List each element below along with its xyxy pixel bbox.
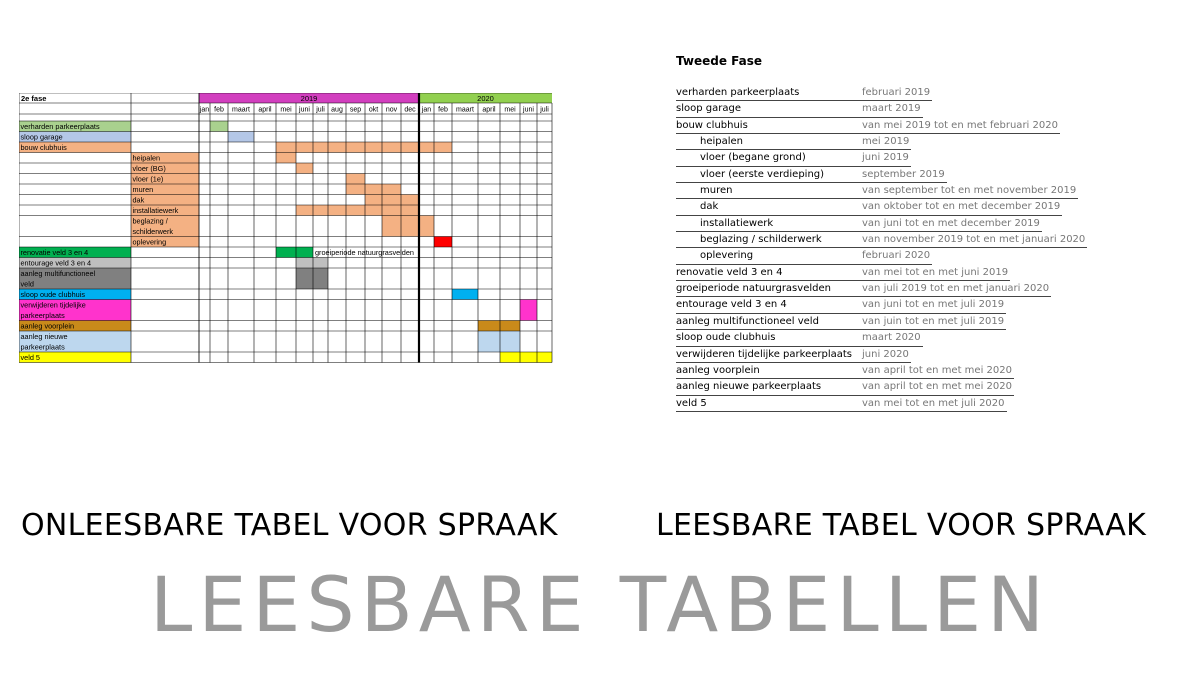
month-label: april <box>482 106 496 114</box>
month-label: feb <box>438 106 448 114</box>
schedule-item-name: aanleg nieuwe parkeerplaats <box>676 381 822 393</box>
task-label: verharden parkeerplaats <box>20 122 100 131</box>
schedule-item <box>676 249 1096 265</box>
schedule-item-name: bouw clubhuis <box>676 119 748 131</box>
task-bar <box>346 174 365 185</box>
schedule-item-underline <box>676 346 923 347</box>
month-label: jan <box>199 106 210 114</box>
schedule-item-underline <box>676 117 923 118</box>
schedule-item-period: van mei 2019 tot en met februari 2020 <box>862 119 1058 131</box>
schedule-item <box>676 364 1096 380</box>
month-label: dec <box>404 106 416 114</box>
schedule-item-period: van mei tot en met juli 2020 <box>862 397 1005 409</box>
schedule-item-period: februari 2019 <box>862 87 931 98</box>
schedule-item <box>676 200 1096 216</box>
task-label: veld 5 <box>20 353 40 362</box>
schedule-item-period: maart 2019 <box>862 103 921 115</box>
schedule-item-name: sloop oude clubhuis <box>676 332 776 344</box>
schedule-item-period: februari 2020 <box>862 250 931 262</box>
task-bar <box>382 216 434 237</box>
schedule-item-name: installatiewerk <box>700 217 774 229</box>
task-label: renovatie veld 3 en 4 <box>20 248 89 257</box>
task-label: muren <box>132 185 154 194</box>
task-label: beglazing / schilderwerk <box>132 216 174 236</box>
schedule-item-period: van juli 2019 tot en met januari 2020 <box>862 283 1050 295</box>
schedule-item <box>676 282 1096 298</box>
task-bar <box>365 195 419 206</box>
schedule-item-name: muren <box>700 185 733 197</box>
task-label: verwijderen tijdelijke parkeerplaats <box>20 300 86 320</box>
schedule-item-period: van juni tot en met juli 2019 <box>862 299 1005 311</box>
schedule-item-underline <box>676 231 1042 232</box>
schedule-item <box>676 380 1096 396</box>
schedule-item-period: van juni tot en met december 2019 <box>862 217 1040 229</box>
task-label: vloer (BG) <box>132 164 166 173</box>
schedule-item-name: verwijderen tijdelijke parkeerplaats <box>676 348 853 360</box>
schedule-item-name: beglazing / schilderwerk <box>700 234 822 246</box>
schedule-item <box>676 298 1096 314</box>
schedule-item-underline <box>676 313 1006 314</box>
schedule-item-underline <box>676 264 932 265</box>
schedule-item <box>676 119 1096 135</box>
gantt-table <box>19 93 593 415</box>
task-bar <box>478 331 520 352</box>
task-label: bouw clubhuis <box>20 143 67 152</box>
schedule-item-underline <box>676 362 911 363</box>
schedule-item <box>676 102 1096 118</box>
schedule-item <box>676 266 1096 282</box>
task-bar <box>276 142 452 153</box>
task-note: groeiperiode natuurgrasvelden <box>315 248 414 257</box>
schedule-item-name: verharden parkeerplaats <box>676 87 800 98</box>
month-label: juli <box>540 106 549 114</box>
schedule-item-period: juni 2019 <box>862 152 909 164</box>
schedule-item-name: aanleg voorplein <box>676 364 760 376</box>
month-label: mei <box>280 106 292 114</box>
corner-label: 2e fase <box>21 94 47 103</box>
task-label: dak <box>132 195 145 205</box>
month-label: juni <box>299 106 310 114</box>
schedule-item <box>676 397 1096 413</box>
task-bar <box>276 153 296 164</box>
task-label: entourage veld 3 en 4 <box>20 258 92 268</box>
task-bar <box>210 121 228 132</box>
schedule-item-underline <box>676 378 1014 379</box>
month-label: feb <box>214 106 224 114</box>
schedule-item-period: van april tot en met mei 2020 <box>862 364 1012 376</box>
schedule-item-period: september 2019 <box>862 168 945 180</box>
schedule-item <box>676 86 1096 102</box>
task-bar <box>296 268 328 289</box>
task-label: sloop garage <box>20 132 63 142</box>
schedule-item-name: vloer (begane grond) <box>700 152 806 164</box>
schedule-item-name: sloop garage <box>676 103 741 115</box>
schedule-item-underline <box>676 133 1060 134</box>
schedule-item-period: maart 2020 <box>862 332 921 344</box>
schedule-list <box>676 86 1096 413</box>
schedule-item-period: van mei tot en met juni 2019 <box>862 266 1009 278</box>
schedule-item-underline <box>676 395 1014 396</box>
schedule-item <box>676 331 1096 347</box>
schedule-item <box>676 348 1096 364</box>
task-bar <box>434 237 452 248</box>
schedule-item-underline <box>676 198 1078 199</box>
year-label-2019: 2019 <box>300 94 318 103</box>
task-label: oplevering <box>132 237 167 247</box>
schedule-item-underline <box>676 100 932 101</box>
schedule-item-period: juni 2020 <box>862 348 909 360</box>
month-label: okt <box>368 106 379 114</box>
banner-title: LEESBARE TABELLEN <box>150 560 1050 649</box>
task-bar <box>346 184 401 195</box>
month-label: mei <box>504 106 516 114</box>
task-bar <box>296 205 419 216</box>
month-label: maart <box>456 106 474 114</box>
schedule-item <box>676 168 1096 184</box>
month-label: maart <box>232 106 250 114</box>
schedule-item-period: van juin tot en met juli 2019 <box>862 315 1005 327</box>
schedule-item-underline <box>676 149 911 150</box>
task-label: aanleg nieuwe parkeerplaats <box>20 332 68 352</box>
task-bar <box>500 352 552 363</box>
caption-readable: LEESBARE TABEL VOOR SPRAAK <box>656 508 1147 543</box>
schedule-item <box>676 233 1096 249</box>
task-label: sloop oude clubhuis <box>20 290 86 299</box>
task-bar <box>520 300 537 321</box>
schedule-item-name: oplevering <box>700 250 754 262</box>
schedule-item-name: vloer (eerste verdieping) <box>700 168 825 180</box>
schedule-item-name: aanleg multifunctioneel veld <box>676 315 819 327</box>
schedule-item-period: van oktober tot en met december 2019 <box>862 201 1061 213</box>
schedule-title: Tweede Fase <box>676 54 763 68</box>
month-label: april <box>258 106 272 114</box>
schedule-item-name: heipalen <box>700 136 744 148</box>
schedule-item-period: van april tot en met mei 2020 <box>862 381 1012 393</box>
schedule-item <box>676 217 1096 233</box>
schedule-item-underline <box>676 215 1062 216</box>
schedule-item <box>676 151 1096 167</box>
schedule-item-underline <box>676 247 1087 248</box>
task-label: aanleg voorplein <box>20 321 75 331</box>
schedule-item-name: veld 5 <box>676 397 707 409</box>
schedule-item-name: entourage veld 3 en 4 <box>676 299 787 311</box>
task-bar <box>478 321 520 332</box>
task-bar <box>228 132 254 143</box>
schedule-item-underline <box>676 296 1051 297</box>
task-bar <box>296 163 313 174</box>
month-label: sep <box>349 106 362 114</box>
schedule-item-name: renovatie veld 3 en 4 <box>676 266 783 278</box>
task-label: heipalen <box>132 153 161 163</box>
schedule-item-underline <box>676 411 1007 412</box>
month-label: jan <box>421 106 432 114</box>
month-label: juni <box>523 106 534 114</box>
schedule-item-period: mei 2019 <box>862 136 910 148</box>
year-label-2020: 2020 <box>477 94 494 103</box>
schedule-item-period: van november 2019 tot en met januari 2020 <box>862 234 1086 246</box>
month-label: juli <box>316 106 325 114</box>
schedule-item-underline <box>676 166 911 167</box>
schedule-item-underline <box>676 329 1006 330</box>
task-bar <box>452 289 478 300</box>
schedule-item <box>676 315 1096 331</box>
readable-schedule <box>676 52 1096 413</box>
task-label: aanleg multifunctioneel veld <box>20 269 96 289</box>
caption-unreadable: ONLEESBARE TABEL VOOR SPRAAK <box>21 508 558 543</box>
schedule-item-underline <box>676 182 947 183</box>
schedule-item-underline <box>676 280 1010 281</box>
task-bar <box>296 258 328 269</box>
schedule-item-period: van september tot en met november 2019 <box>862 185 1077 197</box>
schedule-item <box>676 135 1096 151</box>
month-label: nov <box>385 106 398 114</box>
task-label: installatiewerk <box>132 206 179 215</box>
schedule-item-name: dak <box>700 201 719 213</box>
schedule-item <box>676 184 1096 200</box>
task-bar <box>276 247 313 258</box>
month-label: aug <box>331 106 343 114</box>
schedule-item-name: groeiperiode natuurgrasvelden <box>676 283 831 295</box>
task-label: vloer (1e) <box>132 174 164 184</box>
